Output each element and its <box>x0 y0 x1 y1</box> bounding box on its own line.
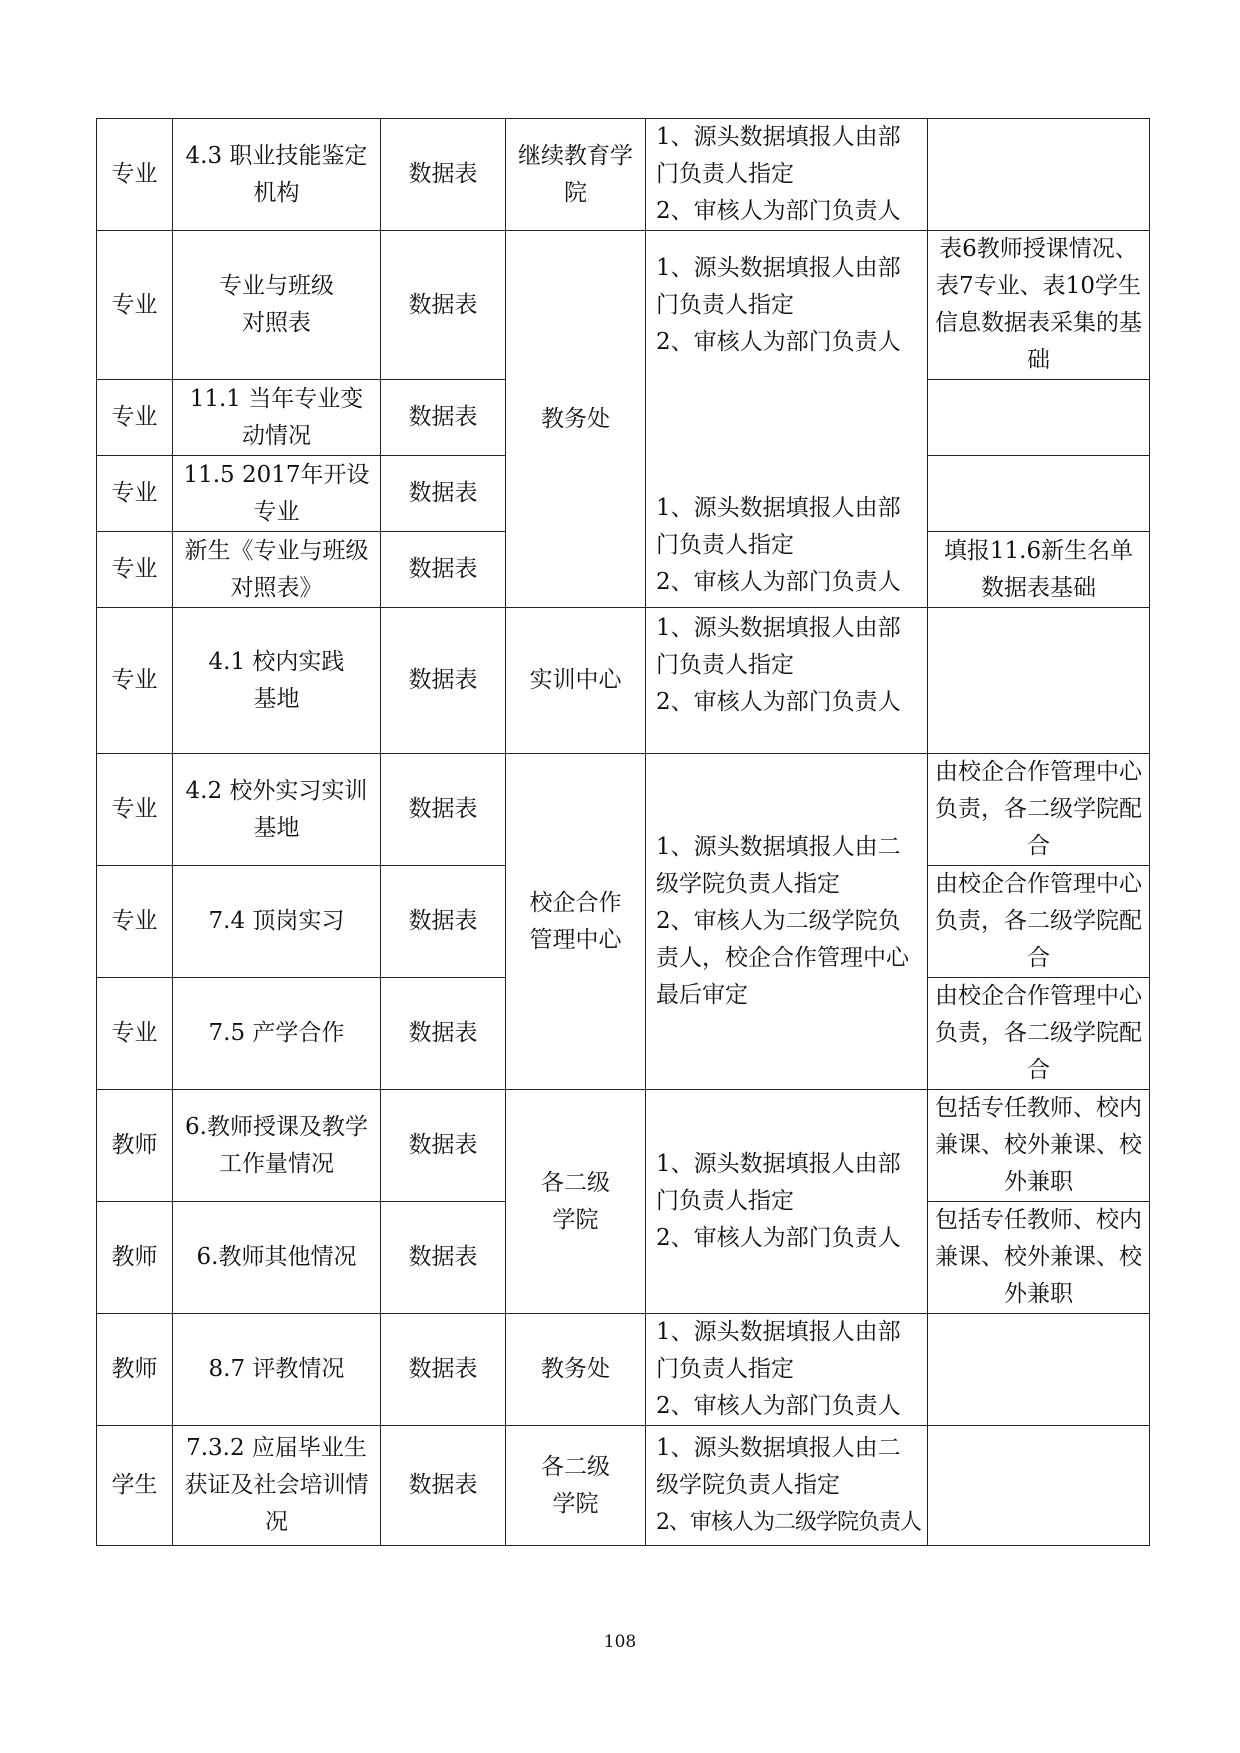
responsibility-cell <box>646 380 928 456</box>
category-cell: 专业 <box>97 456 173 532</box>
responsibility-cell <box>646 456 928 608</box>
type-cell: 数据表 <box>381 119 506 231</box>
table-row <box>97 1426 1150 1546</box>
item-name-cell: 4.2 校外实习实训基地 <box>173 754 381 866</box>
responsibility-line: 1、源头数据填报人由部门负责人指定 <box>656 495 901 558</box>
table-row <box>97 1090 1150 1202</box>
note-cell <box>928 608 1150 754</box>
item-name-cell: 7.5 产学合作 <box>173 978 381 1090</box>
item-name-cell: 新生《专业与班级对照表》 <box>173 532 381 608</box>
department-cell: 实训中心 <box>506 608 646 754</box>
type-cell: 数据表 <box>381 1426 506 1546</box>
responsibility-cell <box>646 1090 928 1314</box>
note-cell: 由校企合作管理中心负责，各二级学院配合 <box>928 754 1150 866</box>
note-cell: 包括专任教师、校内兼课、校外兼课、校外兼职 <box>928 1090 1150 1202</box>
note-cell <box>928 119 1150 231</box>
department-cell: 各二级学院 <box>506 1090 646 1314</box>
department-cell: 各二级学院 <box>506 1426 646 1546</box>
department-cell: 校企合作管理中心 <box>506 754 646 1090</box>
note-cell <box>928 380 1150 456</box>
type-cell: 数据表 <box>381 978 506 1090</box>
table-row <box>97 1314 1150 1426</box>
type-cell: 数据表 <box>381 866 506 978</box>
note-cell: 由校企合作管理中心负责，各二级学院配合 <box>928 978 1150 1090</box>
responsibility-line: 2、审核人为部门负责人 <box>656 328 901 355</box>
responsibility-cell <box>646 119 928 231</box>
responsibility-line: 2、审核人为部门负责人 <box>656 198 901 224</box>
table-row <box>97 754 1150 866</box>
type-cell: 数据表 <box>381 456 506 532</box>
data-responsibility-table <box>96 118 1150 1546</box>
table-row <box>97 119 1150 231</box>
responsibility-line: 1、源头数据填报人由部门负责人指定 <box>656 615 901 678</box>
responsibility-cell <box>646 231 928 380</box>
department-cell: 继续教育学院 <box>506 119 646 231</box>
type-cell: 数据表 <box>381 1202 506 1314</box>
category-cell: 专业 <box>97 532 173 608</box>
note-cell <box>928 1426 1150 1546</box>
note-cell <box>928 1314 1150 1426</box>
category-cell: 专业 <box>97 608 173 754</box>
responsibility-cell <box>646 1314 928 1426</box>
note-cell <box>928 456 1150 532</box>
item-name-cell: 6.教师授课及教学工作量情况 <box>173 1090 381 1202</box>
table-row <box>97 608 1150 754</box>
category-cell: 专业 <box>97 119 173 231</box>
item-name-cell: 11.1 当年专业变动情况 <box>173 380 381 456</box>
item-name-cell: 专业与班级对照表 <box>173 231 381 380</box>
responsibility-line: 1、源头数据填报人由二级学院负责人指定 <box>656 834 901 897</box>
department-cell: 教务处 <box>506 231 646 608</box>
type-cell: 数据表 <box>381 608 506 754</box>
item-name-cell: 8.7 评教情况 <box>173 1314 381 1426</box>
responsibility-cell <box>646 754 928 1090</box>
item-name-cell: 4.1 校内实践基地 <box>173 608 381 754</box>
item-name-cell: 11.5 2017年开设专业 <box>173 456 381 532</box>
category-cell: 教师 <box>97 1202 173 1314</box>
type-cell: 数据表 <box>381 1090 506 1202</box>
responsibility-cell <box>646 1426 928 1546</box>
responsibility-line: 2、审核人为部门负责人 <box>656 1393 901 1419</box>
responsibility-line: 2、审核人为二级学院负责人，校企合作管理中心最后审定 <box>656 908 909 1008</box>
responsibility-cell <box>646 608 928 754</box>
item-name-cell: 4.3 职业技能鉴定机构 <box>173 119 381 231</box>
category-cell: 教师 <box>97 1090 173 1202</box>
responsibility-line: 2、审核人为部门负责人 <box>656 689 901 715</box>
note-cell: 包括专任教师、校内兼课、校外兼课、校外兼职 <box>928 1202 1150 1314</box>
category-cell: 专业 <box>97 866 173 978</box>
type-cell: 数据表 <box>381 1314 506 1426</box>
category-cell: 专业 <box>97 754 173 866</box>
note-cell: 填报11.6新生名单数据表基础 <box>928 532 1150 608</box>
item-name-cell: 6.教师其他情况 <box>173 1202 381 1314</box>
responsibility-line: 1、源头数据填报人由部门负责人指定 <box>656 254 901 318</box>
type-cell: 数据表 <box>381 532 506 608</box>
category-cell: 专业 <box>97 231 173 380</box>
category-cell: 专业 <box>97 380 173 456</box>
category-cell: 教师 <box>97 1314 173 1426</box>
note-cell: 由校企合作管理中心负责，各二级学院配合 <box>928 866 1150 978</box>
responsibility-line: 2、审核人为部门负责人 <box>656 1225 901 1251</box>
responsibility-line: 1、源头数据填报人由部门负责人指定 <box>656 124 901 187</box>
responsibility-line: 1、源头数据填报人由部门负责人指定 <box>656 1319 901 1382</box>
type-cell: 数据表 <box>381 754 506 866</box>
responsibility-line: 2、审核人为部门负责人 <box>656 569 901 595</box>
page-number: 108 <box>603 1632 637 1652</box>
type-cell: 数据表 <box>381 380 506 456</box>
table-row <box>97 231 1150 380</box>
category-cell: 学生 <box>97 1426 173 1546</box>
responsibility-line: 1、源头数据填报人由部门负责人指定 <box>656 1151 901 1214</box>
item-name-cell: 7.3.2 应届毕业生获证及社会培训情况 <box>173 1426 381 1546</box>
department-cell: 教务处 <box>506 1314 646 1426</box>
category-cell: 专业 <box>97 978 173 1090</box>
item-name-cell: 7.4 顶岗实习 <box>173 866 381 978</box>
type-cell: 数据表 <box>381 231 506 380</box>
responsibility-line: 2、审核人为二级学院负责人 <box>656 1510 921 1535</box>
note-cell: 表6教师授课情况、表7专业、表10学生信息数据表采集的基础 <box>928 231 1150 380</box>
responsibility-line: 1、源头数据填报人由二级学院负责人指定 <box>656 1435 901 1498</box>
